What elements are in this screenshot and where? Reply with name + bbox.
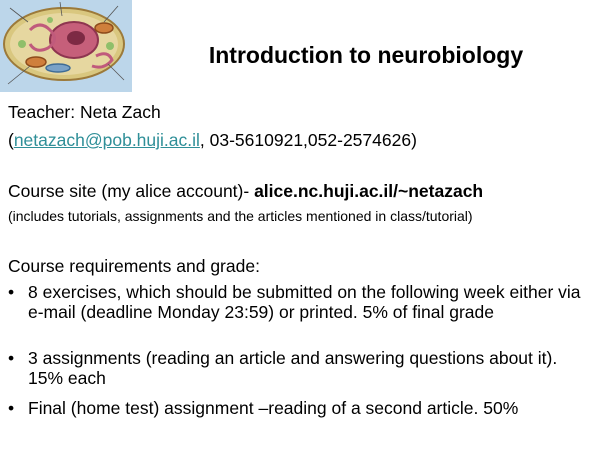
- requirement-text: Final (home test) assignment –reading of a second article. 50%: [28, 398, 519, 418]
- bullet-icon: •: [8, 348, 15, 368]
- requirement-text: 8 exercises, which should be submitted on the following week either via e-mail (deadline Monday 23:59) or printed. 5% of final grade: [28, 282, 581, 322]
- cell-diagram-icon: [0, 0, 132, 92]
- list-item: [8, 398, 594, 420]
- contact-line: [8, 130, 417, 151]
- slide-title: Introduction to neurobiology: [208, 42, 524, 68]
- list-item: [8, 348, 594, 390]
- contact-phones: , 03-5610921,052-2574626): [199, 130, 417, 150]
- course-site-note: (includes tutorials, assignments and the articles mentioned in class/tutorial): [8, 208, 473, 224]
- contact-open-paren: (: [8, 130, 14, 150]
- bullet-icon: •: [8, 398, 15, 418]
- list-item: [8, 282, 594, 342]
- email-link[interactable]: netazach@pob.huji.ac.il: [13, 130, 200, 150]
- requirement-text: 3 assignments (reading an article and answering questions about it). 15% each: [28, 348, 558, 388]
- course-site-label: Course site (my alice account)-: [8, 181, 255, 201]
- teacher-line: Teacher: Neta Zach: [8, 102, 161, 122]
- requirements-heading: Course requirements and grade:: [8, 256, 260, 276]
- course-site-url: alice.nc.huji.ac.il/~netazach: [254, 181, 484, 201]
- course-site-line: [8, 181, 483, 202]
- bullet-icon: •: [8, 282, 15, 302]
